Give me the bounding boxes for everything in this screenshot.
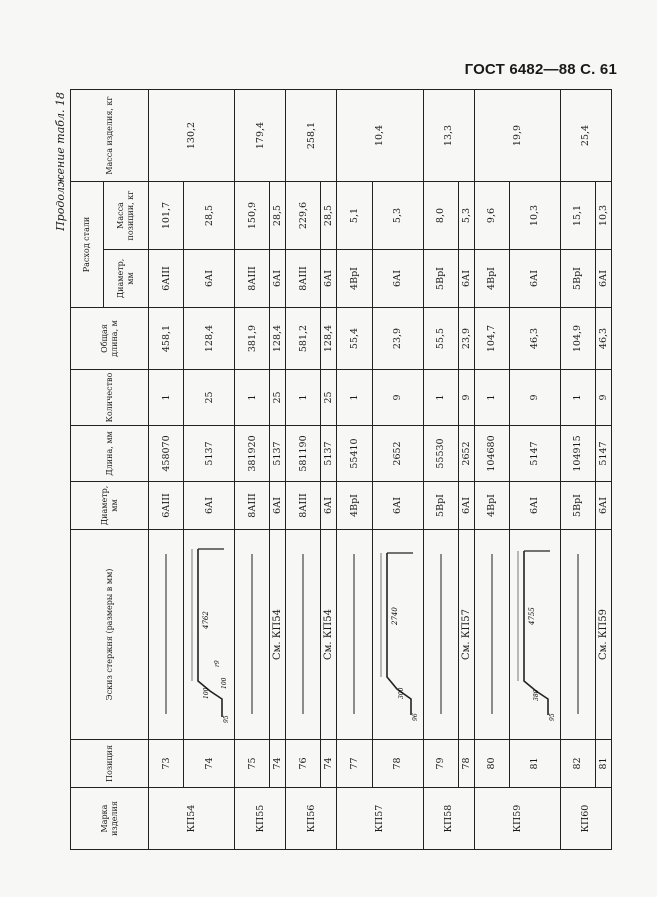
length-cell: 104680 [474, 426, 509, 482]
rotated-table-container [54, 90, 612, 850]
product-mass-cell: 25,4 [560, 90, 611, 182]
steel-mass-cell: 15,1 [560, 182, 595, 250]
mark-cell: КП60 [560, 788, 611, 850]
product-mass-cell: 10,4 [337, 90, 423, 182]
dim-label: r9 [214, 660, 222, 668]
position-cell: 81 [509, 740, 560, 788]
position-cell: 77 [337, 740, 372, 788]
straight-rod-sketch [238, 545, 266, 725]
dim-label: 380 [532, 690, 540, 702]
dim-label: 2740 [390, 607, 399, 626]
length-cell: 2652 [458, 426, 474, 482]
table-row [235, 90, 270, 850]
dim-label: 95 [548, 713, 556, 722]
quantity-cell: 1 [286, 370, 321, 426]
table-row [596, 90, 612, 850]
steel-diameter-cell: 6АI [321, 250, 337, 308]
quantity-cell: 9 [509, 370, 560, 426]
quantity-cell: 25 [321, 370, 337, 426]
straight-rod-sketch [427, 545, 455, 725]
mark-cell: КП58 [423, 788, 474, 850]
diameter-cell: 6АI [458, 482, 474, 530]
quantity-cell: 1 [337, 370, 372, 426]
total-length-cell: 381,9 [235, 308, 270, 370]
length-cell: 55410 [337, 426, 372, 482]
quantity-cell: 1 [474, 370, 509, 426]
product-mass-cell: 258,1 [286, 90, 337, 182]
header-quantity: Количество [71, 370, 149, 426]
quantity-cell: 1 [560, 370, 595, 426]
steel-diameter-cell: 5ВрI [423, 250, 458, 308]
steel-diameter-cell: 6АI [458, 250, 474, 308]
length-cell: 581190 [286, 426, 321, 482]
sketch-cell [184, 530, 235, 740]
quantity-cell: 9 [372, 370, 423, 426]
dim-label: 95 [223, 715, 231, 724]
steel-diameter-cell: 6АI [509, 250, 560, 308]
diameter-cell: 4ВрI [474, 482, 509, 530]
quantity-cell: 25 [270, 370, 286, 426]
bent-rod-sketch-81 [514, 540, 556, 730]
bent-rod-sketch-74 [188, 540, 230, 730]
total-length-cell: 23,9 [458, 308, 474, 370]
product-mass-cell: 19,9 [474, 90, 560, 182]
steel-mass-cell: 28,5 [321, 182, 337, 250]
mark-cell: КП57 [337, 788, 423, 850]
position-cell: 73 [149, 740, 184, 788]
straight-rod-sketch [152, 545, 180, 725]
product-mass-cell: 179,4 [235, 90, 286, 182]
mark-cell: КП56 [286, 788, 337, 850]
sketch-cell [474, 530, 509, 740]
steel-mass-cell: 5,3 [458, 182, 474, 250]
steel-mass-cell: 10,3 [509, 182, 560, 250]
bent-rod-sketch-78 [377, 540, 419, 730]
mark-cell: КП54 [149, 788, 235, 850]
header-steel-diameter: Диаметр, мм [104, 250, 149, 308]
total-length-cell: 128,4 [184, 308, 235, 370]
diameter-cell: 8АIII [235, 482, 270, 530]
steel-mass-cell: 28,5 [184, 182, 235, 250]
diameter-cell: 6АI [596, 482, 612, 530]
total-length-cell: 55,4 [337, 308, 372, 370]
table-row [458, 90, 474, 850]
sketch-cell [423, 530, 458, 740]
steel-mass-cell: 28,5 [270, 182, 286, 250]
steel-diameter-cell: 6АIII [149, 250, 184, 308]
steel-mass-cell: 101,7 [149, 182, 184, 250]
total-length-cell: 104,9 [560, 308, 595, 370]
steel-mass-cell: 5,3 [372, 182, 423, 250]
position-cell: 80 [474, 740, 509, 788]
dim-label: 300 [397, 688, 405, 700]
total-length-cell: 458,1 [149, 308, 184, 370]
header-mark: Марка изделия [71, 788, 149, 850]
table-row [337, 90, 372, 850]
quantity-cell: 25 [184, 370, 235, 426]
table-row [423, 90, 458, 850]
page-header: ГОСТ 6482—88 С. 61 [464, 61, 617, 78]
sketch-cell [337, 530, 372, 740]
length-cell: 5137 [270, 426, 286, 482]
table-row [321, 90, 337, 850]
steel-diameter-cell: 4ВрI [474, 250, 509, 308]
diameter-cell: 8АIII [286, 482, 321, 530]
sketch-reference: См. КП59 [596, 530, 612, 740]
steel-mass-cell: 229,6 [286, 182, 321, 250]
table-row [372, 90, 423, 850]
length-cell: 458070 [149, 426, 184, 482]
length-cell: 2652 [372, 426, 423, 482]
mark-cell: КП55 [235, 788, 286, 850]
total-length-cell: 46,3 [596, 308, 612, 370]
diameter-cell: 6АI [184, 482, 235, 530]
position-cell: 81 [596, 740, 612, 788]
steel-mass-cell: 8,0 [423, 182, 458, 250]
steel-diameter-cell: 5ВрI [560, 250, 595, 308]
length-cell: 381920 [235, 426, 270, 482]
steel-mass-cell: 150,9 [235, 182, 270, 250]
length-cell: 5137 [321, 426, 337, 482]
quantity-cell: 9 [458, 370, 474, 426]
table-row [286, 90, 321, 850]
steel-diameter-cell: 6АI [184, 250, 235, 308]
table-row [560, 90, 595, 850]
diameter-cell: 4ВрI [337, 482, 372, 530]
length-cell: 104915 [560, 426, 595, 482]
position-cell: 74 [270, 740, 286, 788]
steel-diameter-cell: 6АI [596, 250, 612, 308]
diameter-cell: 6АI [372, 482, 423, 530]
quantity-cell: 1 [235, 370, 270, 426]
steel-mass-cell: 9,6 [474, 182, 509, 250]
dim-label: 4755 [527, 607, 536, 626]
dim-label: 100 [221, 678, 229, 690]
straight-rod-sketch [478, 545, 506, 725]
steel-diameter-cell: 8АIII [286, 250, 321, 308]
specification-table [70, 89, 612, 850]
header-position: Позиция [71, 740, 149, 788]
position-cell: 78 [458, 740, 474, 788]
diameter-cell: 6АI [270, 482, 286, 530]
length-cell: 5147 [509, 426, 560, 482]
steel-diameter-cell: 8АIII [235, 250, 270, 308]
straight-rod-sketch [289, 545, 317, 725]
steel-diameter-cell: 6АI [270, 250, 286, 308]
table-title: Продолжение табл. 18 [54, 92, 67, 231]
sketch-reference: См. КП54 [321, 530, 337, 740]
table-region [54, 90, 612, 850]
product-mass-cell: 13,3 [423, 90, 474, 182]
position-cell: 82 [560, 740, 595, 788]
total-length-cell: 128,4 [270, 308, 286, 370]
quantity-cell: 1 [149, 370, 184, 426]
sketch-reference: См. КП54 [270, 530, 286, 740]
header-steel-group: Расход стали [71, 182, 104, 308]
sketch-cell [372, 530, 423, 740]
straight-rod-sketch [564, 545, 592, 725]
position-cell: 74 [321, 740, 337, 788]
header-product-mass: Масса изделия, кг [71, 90, 149, 182]
length-cell: 55530 [423, 426, 458, 482]
header-steel-mass: Масса позиции, кг [104, 182, 149, 250]
table-row [270, 90, 286, 850]
table-row [184, 90, 235, 850]
diameter-cell: 5ВрI [560, 482, 595, 530]
diameter-cell: 6АI [321, 482, 337, 530]
dim-label: 100 [203, 688, 211, 700]
diameter-cell: 5ВрI [423, 482, 458, 530]
dim-label: 96 [411, 713, 419, 722]
quantity-cell: 1 [423, 370, 458, 426]
sketch-cell [149, 530, 184, 740]
product-mass-cell: 130,2 [149, 90, 235, 182]
steel-mass-cell: 5,1 [337, 182, 372, 250]
table-row [474, 90, 509, 850]
header-diameter: Диаметр, мм [71, 482, 149, 530]
length-cell: 5147 [596, 426, 612, 482]
total-length-cell: 128,4 [321, 308, 337, 370]
sketch-cell [509, 530, 560, 740]
steel-diameter-cell: 4ВрI [337, 250, 372, 308]
header-length: Длина, мм [71, 426, 149, 482]
position-cell: 74 [184, 740, 235, 788]
position-cell: 78 [372, 740, 423, 788]
total-length-cell: 46,3 [509, 308, 560, 370]
header-total-length: Общая длина, м [71, 308, 149, 370]
mark-cell: КП59 [474, 788, 560, 850]
total-length-cell: 104,7 [474, 308, 509, 370]
sketch-cell [560, 530, 595, 740]
table-row [149, 90, 184, 850]
position-cell: 76 [286, 740, 321, 788]
header-sketch: Эскиз стержня (размеры в мм) [71, 530, 149, 740]
steel-mass-cell: 10,3 [596, 182, 612, 250]
diameter-cell: 6АIII [149, 482, 184, 530]
position-cell: 79 [423, 740, 458, 788]
length-cell: 5137 [184, 426, 235, 482]
total-length-cell: 581,2 [286, 308, 321, 370]
steel-diameter-cell: 6АI [372, 250, 423, 308]
position-cell: 75 [235, 740, 270, 788]
dim-label: 4762 [202, 611, 211, 630]
quantity-cell: 9 [596, 370, 612, 426]
sketch-cell [235, 530, 270, 740]
sketch-reference: См. КП57 [458, 530, 474, 740]
total-length-cell: 23,9 [372, 308, 423, 370]
table-row [509, 90, 560, 850]
total-length-cell: 55,5 [423, 308, 458, 370]
diameter-cell: 6АI [509, 482, 560, 530]
sketch-cell [286, 530, 321, 740]
straight-rod-sketch [340, 545, 368, 725]
